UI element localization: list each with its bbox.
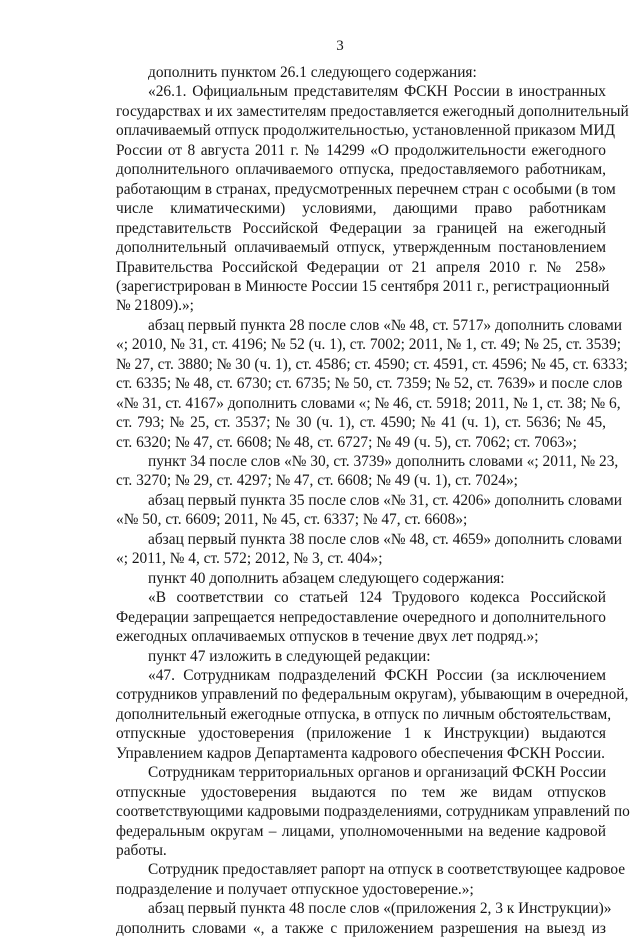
text-line: работающим в странах, предусмотренных перечнем стран с особыми (в том [116, 180, 616, 198]
text-line: № 27, ст. 3880; № 30 (ч. 1), ст. 4586; ст. 4590; ст. 4591, ст. 4596; № 45, ст. 6333; [116, 355, 628, 373]
text-line: государствах и их заместителям предоставляется ежегодный дополнительный [116, 102, 629, 120]
text-line: пункт 34 после слов «№ 30, ст. 3739» дополнить словами «; 2011, № 23, [148, 453, 619, 470]
text-line: подразделение и получает отпускное удостоверение.»; [116, 880, 474, 898]
text-line: России от 8 августа 2011 г. № 14299 «О продолжительности ежегодного [116, 141, 606, 159]
text-line: ст. 793; № 25, ст. 3537; № 30 (ч. 1), ст. 4590; № 41 (ч. 1), ст. 5636; № 45, [116, 414, 606, 432]
text-line: федеральным округам – лицами, уполномоченными на ведение кадровой [116, 822, 606, 840]
text-line: пункт 47 изложить в следующей редакции: [148, 647, 431, 665]
text-line: абзац первый пункта 35 после слов «№ 31, ст. 4206» дополнить словами [148, 491, 623, 509]
text-line: № 21809).»; [116, 297, 194, 315]
text-line: абзац первый пункта 48 после слов «(приложения 2, 3 к Инструкции)» [148, 900, 612, 918]
text-line: дополнительный ежегодные отпуска, в отпуск по личным обстоятельствам, [116, 705, 612, 723]
text-line: отпускные удостоверения выдаются по тем же видам отпусков [116, 783, 606, 801]
text-line: дополнить словами «, а также с приложением разрешения на выезд из [116, 919, 606, 937]
text-line: (зарегистрирован в Минюсте России 15 сентября 2011 г., регистрационный [116, 277, 610, 295]
text-line: ежегодных оплачиваемых отпусков в течение двух лет подряд.»; [116, 628, 539, 646]
text-line: Управлением кадров Департамента кадрового обеспечения ФСКН России. [116, 744, 605, 762]
text-line: представительств Российской Федерации за границей на ежегодный [116, 219, 606, 237]
text-line: работы. [116, 842, 167, 859]
text-line: «26.1. Официальным представителям ФСКН России в иностранных [148, 83, 606, 101]
text-line: Федерации запрещается непредоставление очередного и дополнительного [116, 608, 606, 626]
text-line: дополнительный оплачиваемый отпуск, утвержденным постановлением [116, 239, 606, 257]
text-line: ст. 6335; № 48, ст. 6730; ст. 6735; № 50, ст. 7359; № 52, ст. 7639» и после слов [116, 375, 623, 393]
text-line: соответствующими кадровыми подразделениями, сотрудникам управлений по [116, 803, 630, 821]
text-line: «№ 31, ст. 4167» дополнить словами «; № 46, ст. 5918; 2011, № 1, ст. 38; № 6, [116, 394, 621, 412]
text-line: Правительства Российской Федерации от 21 апреля 2010 г. № 258» [116, 258, 606, 276]
text-line: пункт 40 дополнить абзацем следующего содержания: [148, 569, 505, 587]
text-line: дополнить пунктом 26.1 следующего содержания: [148, 64, 477, 81]
text-line: «№ 50, ст. 6609; 2011, № 45, ст. 6337; № 47, ст. 6608»; [116, 511, 468, 529]
text-line: «; 2011, № 4, ст. 572; 2012, № 3, ст. 404»; [116, 550, 383, 568]
text-line: сотрудников управлений по федеральным округам), убывающим в очередной, [116, 686, 629, 704]
text-line: отпускные удостоверения (приложение 1 к Инструкции) выдаются [116, 725, 606, 743]
text-line: оплачиваемый отпуск продолжительностью, установленной приказом МИД [116, 122, 615, 140]
text-line: абзац первый пункта 28 после слов «№ 48, ст. 5717» дополнить словами [148, 316, 623, 334]
text-line: Сотрудник предоставляет рапорт на отпуск в соответствующее кадровое [148, 861, 626, 879]
text-line: ст. 6320; № 47, ст. 6608; № 48, ст. 6727; № 49 (ч. 5), ст. 7062; ст. 7063»; [116, 433, 577, 451]
page-number: 3 [336, 38, 344, 54]
text-line: абзац первый пункта 38 после слов «№ 48, ст. 4659» дополнить словами [148, 530, 623, 548]
text-line: «; 2010, № 31, ст. 4196; № 52 (ч. 1), ст. 7002; 2011, № 1, ст. 49; № 25, ст. 3539; [116, 336, 621, 354]
text-line: дополнительного оплачиваемого отпуска, предоставляемого работникам, [116, 161, 606, 179]
text-line: Сотрудникам территориальных органов и организаций ФСКН России [148, 764, 607, 782]
text-line: «В соответствии со статьей 124 Трудового кодекса Российской [148, 589, 606, 607]
text-line: «47. Сотрудникам подразделений ФСКН России (за исключением [148, 666, 606, 684]
text-line: ст. 3270; № 29, ст. 4297; № 47, ст. 6608; № 49 (ч. 1), ст. 7024»; [116, 472, 518, 490]
text-line: числе климатическими) условиями, дающими право работникам [116, 200, 606, 218]
